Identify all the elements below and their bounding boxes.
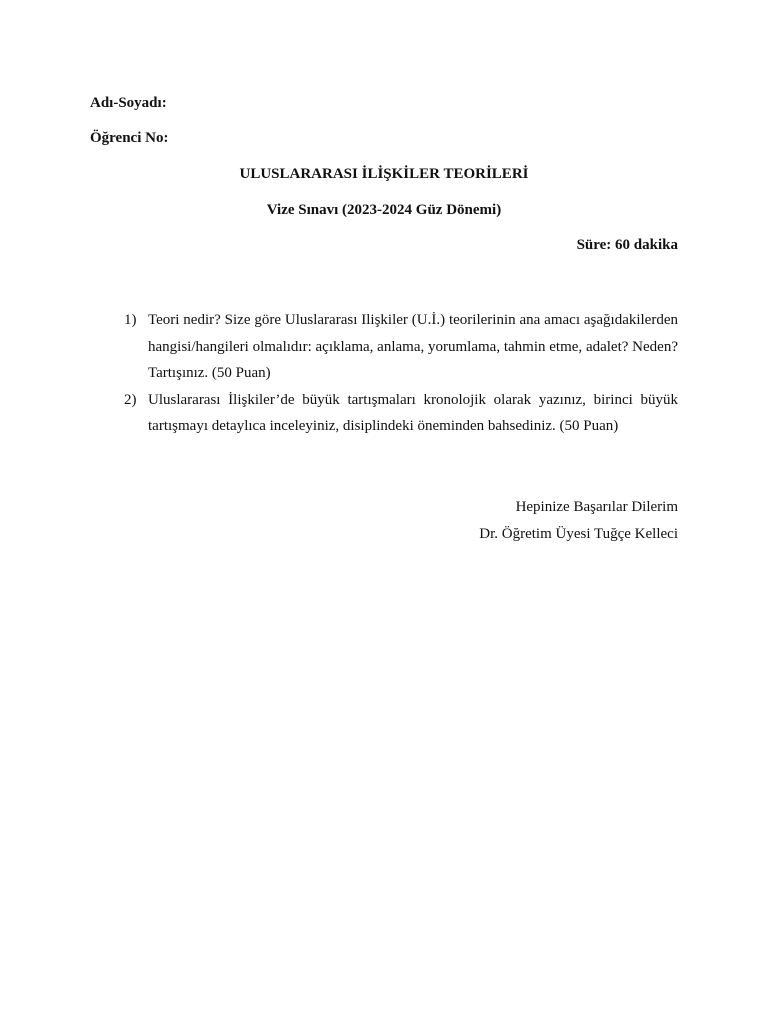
course-title: ULUSLARARASI İLİŞKİLER TEORİLERİ [239, 166, 529, 182]
question-text: Teori nedir? Size göre Uluslararası Ilişkiler (U.İ.) teorilerinin ana amacı aşağıdakilerden hangisi/hangileri olmalıdır: açıklama, anlama, yorumlama, tahmin etme, adalet? Neden? Tartışınız. (50 Puan) [148, 312, 678, 381]
closing-block [479, 494, 678, 548]
question-number: 2) [124, 391, 137, 408]
closing-wish: Hepinize Başarılar Dilerim [515, 499, 678, 515]
instructor-signature: Dr. Öğretim Üyesi Tuğçe Kelleci [479, 526, 678, 542]
question-text: Uluslararası İlişkiler’de büyük tartışmaları kronolojik olarak yazınız, birinci büyük tartışmayı detaylıca inceleyiniz, disiplindeki öneminden bahsediniz. (50 Puan) [148, 391, 678, 434]
question-list [124, 307, 678, 440]
exam-title: Vize Sınavı (2023-2024 Güz Dönemi) [266, 202, 502, 218]
question-item [124, 307, 678, 387]
question-number: 1) [124, 312, 137, 328]
name-label: Adı-Soyadı: [90, 95, 167, 111]
student-no-label: Öğrenci No: [90, 130, 169, 146]
exam-duration: Süre: 60 dakika [576, 237, 678, 253]
question-item [124, 387, 678, 440]
